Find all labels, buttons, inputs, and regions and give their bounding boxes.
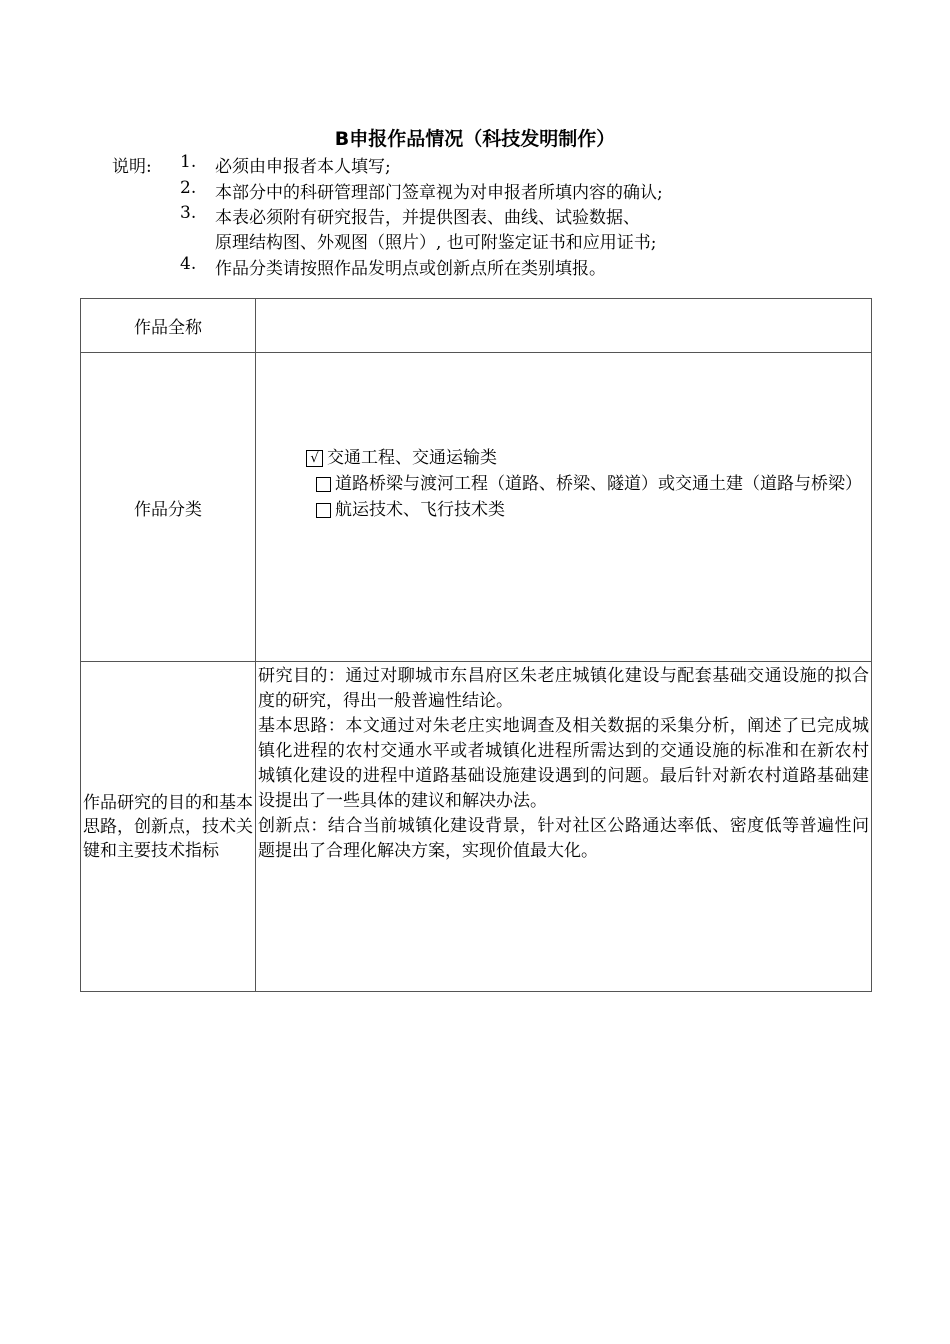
category-option-traffic-engineering[interactable] [306, 445, 871, 471]
category-option-navigation-flight[interactable] [306, 497, 871, 523]
category-label: 作品分类 [81, 353, 256, 662]
research-label: 作品研究的目的和基本思路，创新点，技术关键和主要技术指标 [81, 662, 256, 992]
table-row [81, 299, 872, 353]
full-name-label: 作品全称 [81, 299, 256, 353]
section-title: B申报作品情况（科技发明制作） [334, 128, 616, 150]
note-number: 3. [180, 203, 197, 223]
research-approach: 基本思路：本文通过对朱老庄实地调查及相关数据的采集分析，阐述了已完成城镇化进程的农村交通水平或者城镇化进程所需达到的交通设施的标准和在新农村城镇化建设的进程中道路基础设施建设遇到的问题。最后针对新农村道路基础建设提出了一些具体的建议和解决办法。 [258, 716, 869, 811]
checkbox-empty-icon[interactable] [316, 477, 331, 492]
note-number: 1. [180, 152, 197, 172]
instructions-label: 说明: [112, 157, 152, 177]
table-row [81, 662, 872, 992]
checkbox-empty-icon[interactable] [316, 503, 331, 518]
category-option-road-bridge[interactable] [306, 471, 871, 497]
category-option-label: 道路桥梁与渡河工程（道路、桥梁、隧道）或交通土建（道路与桥梁） [335, 474, 862, 494]
table-row [81, 353, 872, 662]
checkbox-checked-icon[interactable]: √ [306, 450, 323, 467]
note-text: 作品分类请按照作品发明点或创新点所在类别填报。 [215, 259, 606, 279]
note-text: 必须由申报者本人填写; [215, 157, 391, 177]
note-number: 4. [180, 254, 197, 274]
research-innovation: 创新点：结合当前城镇化建设背景，针对社区公路通达率低、密度低等普遍性问题提出了合理化解决方案，实现价值最大化。 [258, 816, 869, 861]
research-purpose: 研究目的：通过对聊城市东昌府区朱老庄城镇化建设与配套基础交通设施的拟合度的研究，得出一般普遍性结论。 [258, 666, 869, 711]
category-field [256, 353, 872, 662]
note-text-continued: 原理结构图、外观图（照片）, 也可附鉴定证书和应用证书; [215, 233, 657, 253]
full-name-field[interactable] [256, 299, 872, 353]
category-option-label: 航运技术、飞行技术类 [335, 500, 505, 520]
note-text: 本部分中的科研管理部门签章视为对申报者所填内容的确认; [215, 183, 663, 203]
application-form-table [80, 298, 872, 992]
note-number: 2. [180, 178, 197, 198]
research-field[interactable] [256, 662, 872, 992]
note-text: 本表必须附有研究报告，并提供图表、曲线、试验数据、 [215, 208, 640, 228]
category-option-label: 交通工程、交通运输类 [327, 448, 497, 468]
